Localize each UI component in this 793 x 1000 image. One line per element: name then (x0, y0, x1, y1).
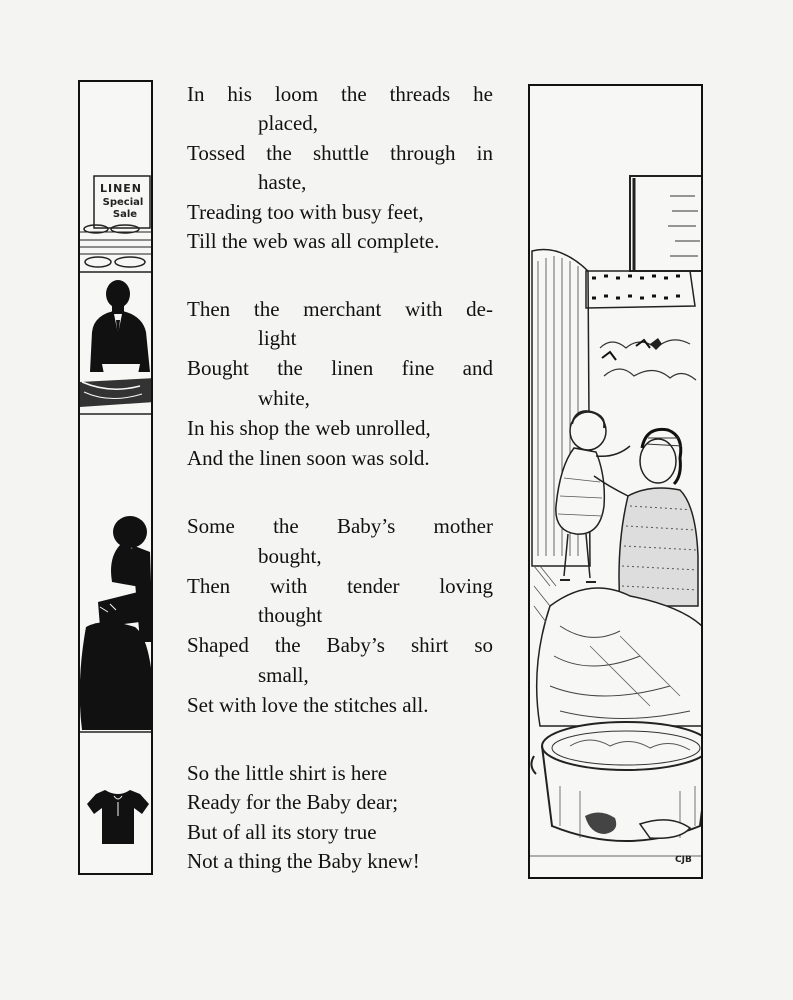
mother-and-baby-illustration (528, 84, 703, 879)
poem-line: light (258, 326, 297, 350)
sign-special-text: Special (102, 197, 144, 208)
poem-line: Some the Baby’s mother (187, 514, 493, 538)
window-illustration (630, 176, 702, 271)
baby-shirt-silhouette (87, 790, 149, 844)
left-silhouette-strip (78, 80, 153, 875)
poem-line: Shaped the Baby’s shirt so (187, 633, 493, 657)
sign-sale-text: Sale (112, 209, 138, 220)
poem-line: haste, (258, 170, 307, 194)
poem-line: Bought the linen fine and (187, 356, 493, 380)
poem-line: Set with love the stitches all. (187, 693, 429, 717)
poem-line: Not a thing the Baby knew! (187, 849, 420, 873)
poem-line: Till the web was all complete. (187, 229, 440, 253)
poem-line: Treading too with busy feet, (187, 200, 424, 224)
poem-line: So the little shirt is here (187, 761, 388, 785)
poem-line: bought, (258, 544, 322, 568)
merchant-silhouette (80, 280, 153, 414)
poem-line: Ready for the Baby dear; (187, 790, 399, 814)
poem-line: In his shop the web unrolled, (187, 416, 431, 440)
illustrator-signature: CJB (675, 855, 692, 865)
sign-linen-text: LINEN (99, 182, 143, 195)
poem-line: thought (258, 603, 323, 627)
poem-line: But of all its story true (187, 820, 377, 844)
poem-line: And the linen soon was sold. (187, 446, 430, 470)
poem-line: placed, (258, 111, 319, 135)
poem-line: Then with tender loving (187, 574, 493, 598)
poem-line: In his loom the threads he (187, 82, 493, 106)
poem-line: white, (258, 386, 310, 410)
washtub-illustration (530, 722, 703, 856)
poem-line: Then the merchant with de- (187, 297, 493, 321)
poem-line: small, (258, 663, 309, 687)
poem-line: Tossed the shuttle through in (187, 141, 493, 165)
seamstress-silhouette (80, 516, 153, 732)
